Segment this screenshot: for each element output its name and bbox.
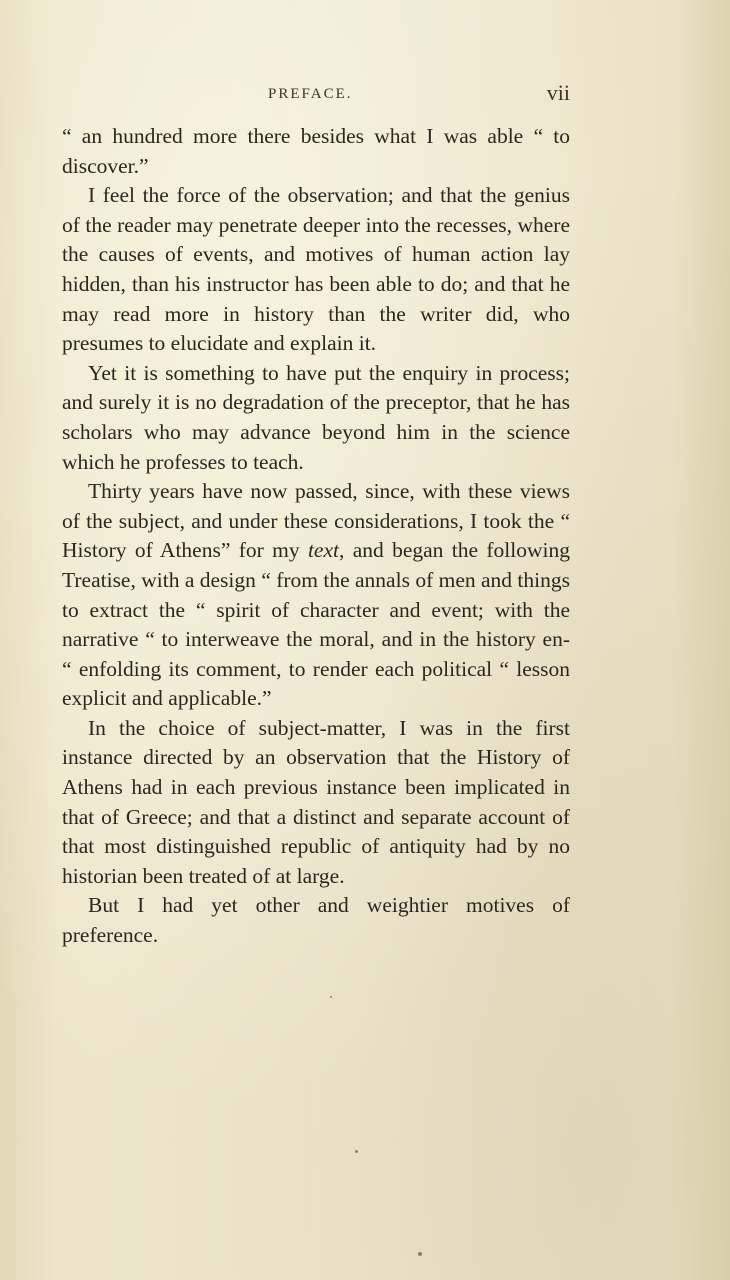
paragraph: But I had yet other and weightier motives of preference. — [62, 893, 570, 948]
paragraph-text: , and began the following Treatise, with a design “ from the annals of men and things to extract the “ spirit of character and event; with the narrative “ to interweave the moral, and in the history en- “ enfolding its comment, to render each political “ lesson explicit and applicable.” — [62, 538, 570, 711]
paragraph — [62, 477, 570, 714]
paragraph-text: Thirty years have now passed, since, with these views of the subject, and under these considerations, I took the “ History of Athens” for my — [62, 479, 570, 563]
page-number: vii — [546, 80, 570, 105]
italic-word: text — [307, 538, 339, 563]
paragraph: I feel the force of the observation; and that the genius of the reader may penetrate deeper into the recesses, where the causes of events, and motives of human action lay hidden, than his instructor has been able to do; and that he may read more in history than the writer did, who presumes to elucidate and explain it. — [62, 183, 570, 356]
paragraph: In the choice of subject-matter, I was in the first instance directed by an observation that the History of Athens had in each previous instance been implicated in that of Greece; and that a distinct and separate account of that most distinguished republic of antiquity had by no historian been treated of at large. — [62, 715, 570, 888]
paper-speck — [355, 1150, 358, 1153]
body-text — [62, 122, 570, 951]
paper-speck — [330, 996, 332, 998]
paragraph: Yet it is something to have put the enquiry in process; and surely it is no degradation of the preceptor, that he has scholars who may advance beyond him in the science which he professes to teach. — [62, 360, 570, 474]
paragraph-quote-continuation: “ an hundred more there besides what I was able “ to discover.” — [62, 124, 570, 178]
running-head: PREFACE. — [268, 86, 353, 102]
page-header — [60, 82, 570, 112]
paper-speck — [418, 1252, 422, 1256]
